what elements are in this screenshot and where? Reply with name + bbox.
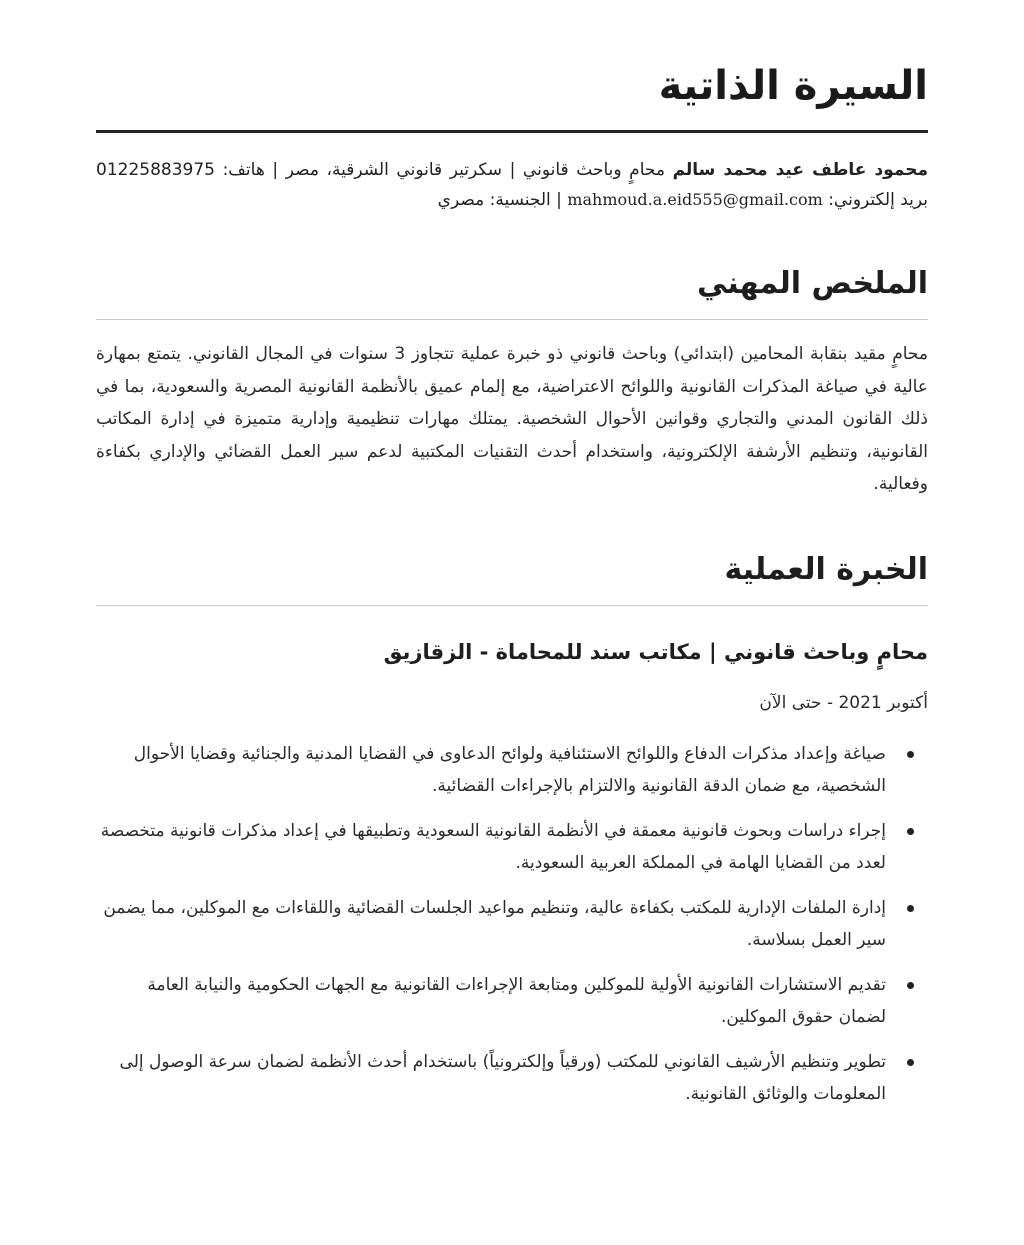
bullet-dot-icon [907, 751, 914, 758]
job-bullet-text: إجراء دراسات وبحوث قانونية معمقة في الأنظمة القانونية السعودية وتطبيقها في إعداد مذكرات قانونية متخصصة لعدد من القضايا الهامة في المملكة العربية السعودية. [100, 820, 886, 873]
contact-roles-phone: محامٍ وباحث قانوني | سكرتير قانوني الشرقية، مصر | هاتف: 01225883975 بريد إلكتروني: [96, 160, 928, 210]
bullet-dot-icon [907, 1059, 914, 1066]
job-bullet-text: تقديم الاستشارات القانونية الأولية للموكلين ومتابعة الإجراءات القانونية مع الجهات الحكومية والنيابة العامة لضمان حقوق الموكلين. [147, 974, 886, 1027]
experience-heading: الخبرة العملية [724, 551, 928, 587]
job-bullet [96, 969, 886, 1033]
job-bullet-text: تطوير وتنظيم الأرشيف القانوني للمكتب (ورقياً وإلكترونياً) باستخدام أحدث الأنظمة لضمان سرعة الوصول إلى المعلومات والوثائق القانونية. [119, 1051, 886, 1104]
job-bullet [96, 815, 886, 879]
bullet-dot-icon [907, 982, 914, 989]
person-name: محمود عاطف عيد محمد سالم [672, 160, 929, 180]
job-bullet-text: صياغة وإعداد مذكرات الدفاع واللوائح الاستئنافية ولوائح الدعاوى في القضايا المدنية والجنائية وقضايا الأحوال الشخصية، مع ضمان الدقة القانونية والالتزام بالإجراءات القضائية. [133, 743, 886, 796]
job-title: محامٍ وباحث قانوني | مكاتب سند للمحاماة - الزقازيق [383, 639, 928, 664]
nationality: | الجنسية: مصري [437, 190, 562, 210]
job-bullet [96, 738, 886, 802]
summary-text: محامٍ مقيد بنقابة المحامين (ابتدائي) وباحث قانوني ذو خبرة عملية تتجاوز 3 سنوات في المجال القانوني. يتمتع بمهارة عالية في صياغة المذكرات القانونية واللوائح الاعتراضية، مع إلمام عميق بالأنظمة القانونية المصرية والسعودية، بما في ذلك القانون المدني والتجاري وقوانين الأحوال الشخصية. يمتلك مهارات تنظيمية وإدارية متميزة في إدارة المكاتب القانونية، وتنظيم الأرشفة الإلكترونية، واستخدام أحدث التقنيات المكتبية لدعم سير العمل القضائي والإداري بكفاءة وفعالية. [96, 344, 928, 494]
job-bullet-text: إدارة الملفات الإدارية للمكتب بكفاءة عالية، وتنظيم مواعيد الجلسات القضائية واللقاءات مع الموكلين، مما يضمن سير العمل بسلاسة. [103, 897, 886, 950]
contact-info [96, 155, 928, 215]
experience-divider [96, 605, 928, 606]
bullet-dot-icon [907, 828, 914, 835]
job-entry [96, 632, 928, 1110]
job-bullet [96, 892, 886, 956]
job-dates: أكتوبر 2021 - حتى الآن [759, 692, 928, 713]
summary-heading: الملخص المهني [697, 266, 928, 301]
summary-divider [96, 319, 928, 320]
job-bullet [96, 1046, 886, 1110]
title-divider [96, 130, 928, 133]
document-title: السيرة الذاتية [658, 63, 928, 109]
bullet-dot-icon [907, 905, 914, 912]
job-bullet-list [96, 738, 928, 1110]
email-address[interactable]: mahmoud.a.eid555@gmail.com [567, 190, 823, 209]
